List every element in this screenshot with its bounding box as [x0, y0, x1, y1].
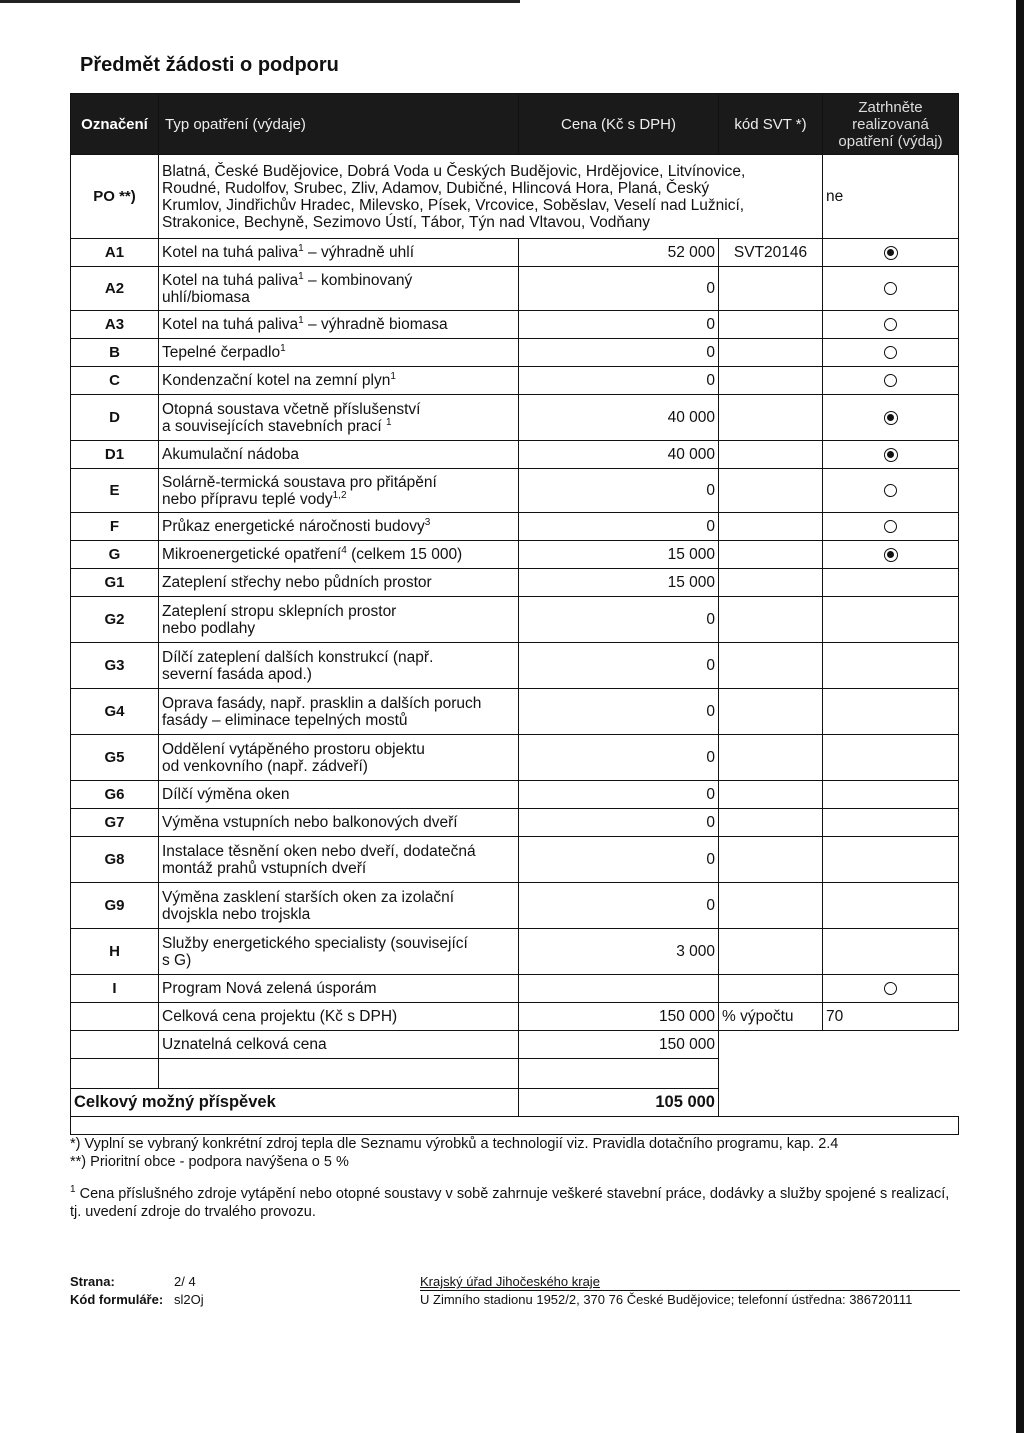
measures-table [70, 93, 959, 1135]
row-mark[interactable] [823, 883, 959, 929]
row-svt [719, 311, 823, 339]
row-text: Kotel na tuhá paliva [162, 316, 299, 333]
radio-empty-icon[interactable] [884, 484, 897, 497]
row-description [159, 643, 519, 689]
row-price: 0 [519, 597, 719, 643]
row-price: 3 000 [519, 929, 719, 975]
total-empty-cell [71, 1003, 159, 1031]
row-description [159, 395, 519, 441]
row-text: od venkovního (např. zádveří) [162, 757, 368, 775]
row-mark[interactable] [823, 809, 959, 837]
po-municipalities [159, 155, 823, 239]
radio-empty-icon[interactable] [884, 282, 897, 295]
row-svt [719, 339, 823, 367]
row-text: 1 [298, 314, 304, 326]
row-description [159, 597, 519, 643]
row-text: 4 [341, 544, 347, 556]
row-mark[interactable] [823, 239, 959, 267]
table-row [71, 267, 959, 311]
table-row [71, 469, 959, 513]
grand-total-value: 105 000 [519, 1089, 719, 1117]
row-mark[interactable] [823, 441, 959, 469]
row-mark[interactable] [823, 541, 959, 569]
row-mark[interactable] [823, 837, 959, 883]
row-description [159, 311, 519, 339]
row-mark[interactable] [823, 513, 959, 541]
row-text: – kombinovaný [303, 271, 413, 289]
footer-form: Kód formuláře: sl2Oj [70, 1292, 204, 1307]
row-svt [719, 975, 823, 1003]
total-label: Celková cena projektu (Kč s DPH) [159, 1003, 519, 1031]
row-code: G9 [71, 883, 159, 929]
row-mark[interactable] [823, 781, 959, 809]
row-description [159, 339, 519, 367]
row-code: G8 [71, 837, 159, 883]
radio-empty-icon[interactable] [884, 520, 897, 533]
row-text: s G) [162, 951, 192, 969]
row-description [159, 541, 519, 569]
row-description [159, 367, 519, 395]
row-svt [719, 513, 823, 541]
row-price: 0 [519, 513, 719, 541]
row-code: G1 [71, 569, 159, 597]
table-row [71, 883, 959, 929]
po-code: PO **) [71, 155, 159, 239]
row-mark[interactable] [823, 367, 959, 395]
row-svt [719, 395, 823, 441]
row-code: A3 [71, 311, 159, 339]
table-row [71, 339, 959, 367]
scan-edge-top [0, 0, 520, 3]
row-svt [719, 643, 823, 689]
row-svt [719, 597, 823, 643]
scan-edge-right [1016, 0, 1024, 1433]
row-description [159, 809, 519, 837]
row-price: 40 000 [519, 395, 719, 441]
row-description [159, 689, 519, 735]
row-description [159, 883, 519, 929]
po-line-1: Blatná, České Budějovice, Dobrá Voda u Českých Budějovic, Hrdějovice, Litvínovice, [162, 162, 746, 180]
row-code: C [71, 367, 159, 395]
row-text: Výměna zasklení starších oken za izolační [162, 888, 455, 906]
spacer-row [71, 1059, 959, 1089]
total-value: 150 000 [519, 1003, 719, 1031]
radio-empty-icon[interactable] [884, 374, 897, 387]
row-code: H [71, 929, 159, 975]
row-text: Kotel na tuhá paliva [162, 271, 299, 289]
table-row [71, 643, 959, 689]
row-description [159, 569, 519, 597]
header-mark-line-3: opatření (výdaj) [838, 132, 943, 150]
row-mark[interactable] [823, 643, 959, 689]
row-code: G4 [71, 689, 159, 735]
row-text: Zateplení střechy nebo půdních prostor [162, 574, 432, 591]
row-mark[interactable] [823, 929, 959, 975]
footnote-price-sup: 1 [70, 1184, 76, 1196]
row-text: – výhradně uhlí [303, 244, 415, 261]
row-text: montáž prahů vstupních dveří [162, 859, 367, 877]
row-mark[interactable] [823, 469, 959, 513]
total-row [71, 1003, 959, 1031]
row-price: 52 000 [519, 239, 719, 267]
row-text: Průkaz energetické náročnosti budovy [162, 518, 425, 535]
row-svt [719, 367, 823, 395]
row-description [159, 441, 519, 469]
row-price: 0 [519, 367, 719, 395]
table-row [71, 781, 959, 809]
row-code: A1 [71, 239, 159, 267]
header-mark-line-2: realizovaná [852, 115, 929, 133]
grand-total-label: Celkový možný příspěvek [71, 1089, 519, 1117]
row-price [519, 975, 719, 1003]
row-description [159, 837, 519, 883]
row-text: Instalace těsnění oken nebo dveří, dodatečná [162, 842, 476, 860]
row-text: Dílčí zateplení dalších konstrukcí (např. [162, 648, 434, 666]
row-description [159, 267, 519, 311]
row-mark[interactable] [823, 395, 959, 441]
row-text: nebo přípravu teplé vody [162, 490, 333, 508]
footnote-svt: *) Vyplní se vybraný konkrétní zdroj tepla dle Seznamu výrobků a technologií viz. Pravidla dotačního programu, kap. 2.4 [70, 1136, 839, 1152]
footer-page: Strana: 2/ 4 [70, 1274, 196, 1289]
row-mark[interactable] [823, 569, 959, 597]
row-text: nebo podlahy [162, 619, 256, 637]
row-text: a souvisejících stavebních prací [162, 417, 387, 435]
footnotes [70, 1135, 950, 1221]
row-text: – výhradně biomasa [303, 316, 448, 333]
row-text: 1,2 [332, 489, 347, 501]
row-mark[interactable] [823, 975, 959, 1003]
row-svt [719, 809, 823, 837]
footnote-priority: **) Prioritní obce - podpora navýšena o 5 % [70, 1154, 349, 1170]
row-text: Kondenzační kotel na zemní plyn [162, 372, 391, 389]
row-description [159, 975, 519, 1003]
eligible-empty-cell [71, 1031, 159, 1059]
row-mark[interactable] [823, 735, 959, 781]
row-svt [719, 929, 823, 975]
po-value: ne [823, 155, 959, 239]
table-row [71, 689, 959, 735]
bottom-spacer-row [71, 1117, 959, 1135]
table-row [71, 367, 959, 395]
radio-empty-icon[interactable] [884, 318, 897, 331]
row-code: G2 [71, 597, 159, 643]
footnote-price [70, 1185, 950, 1221]
row-text: 1 [390, 370, 396, 382]
office-name: Krajský úřad Jihočeského kraje [420, 1274, 600, 1289]
row-text: (celkem 15 000) [346, 546, 463, 563]
row-svt [719, 781, 823, 809]
radio-selected-icon[interactable] [884, 246, 898, 260]
eligible-label: Uznatelná celková cena [159, 1031, 519, 1059]
row-svt [719, 735, 823, 781]
eligible-row [71, 1031, 959, 1059]
row-price: 0 [519, 311, 719, 339]
row-code: D [71, 395, 159, 441]
row-price: 0 [519, 735, 719, 781]
row-text: Program Nová zelená úsporám [162, 980, 377, 997]
grand-total-row [71, 1089, 959, 1117]
header-code: Označení [71, 94, 159, 155]
row-description [159, 929, 519, 975]
row-code: B [71, 339, 159, 367]
row-text: Oprava fasády, např. prasklin a dalších poruch [162, 694, 482, 712]
row-code: G [71, 541, 159, 569]
row-text: Solárně-termická soustava pro přitápění [162, 473, 437, 491]
table-row [71, 513, 959, 541]
row-code: F [71, 513, 159, 541]
row-description [159, 513, 519, 541]
table-row [71, 541, 959, 569]
row-mark[interactable] [823, 339, 959, 367]
row-text: 1 [298, 242, 304, 254]
row-description [159, 469, 519, 513]
table-row [71, 929, 959, 975]
header-mark [823, 94, 959, 155]
row-svt: SVT20146 [719, 239, 823, 267]
row-price: 0 [519, 809, 719, 837]
row-code: G5 [71, 735, 159, 781]
radio-empty-icon[interactable] [884, 346, 897, 359]
row-code: A2 [71, 267, 159, 311]
table-row [71, 395, 959, 441]
row-price: 15 000 [519, 541, 719, 569]
header-mark-line-1: Zatrhněte [858, 98, 923, 116]
row-code: G6 [71, 781, 159, 809]
table-row [71, 809, 959, 837]
percent-value: 70 [823, 1003, 959, 1031]
row-description [159, 781, 519, 809]
row-price: 15 000 [519, 569, 719, 597]
row-price: 0 [519, 339, 719, 367]
row-text: Zateplení stropu sklepních prostor [162, 602, 397, 620]
row-description [159, 735, 519, 781]
measures-rows [71, 239, 959, 1003]
row-svt [719, 569, 823, 597]
table-row [71, 239, 959, 267]
row-code: G3 [71, 643, 159, 689]
row-text: Služby energetického specialisty (související [162, 934, 468, 952]
row-svt [719, 837, 823, 883]
row-text: Akumulační nádoba [162, 446, 300, 463]
form-code: sl2Oj [174, 1292, 204, 1307]
table-row [71, 311, 959, 339]
row-price: 0 [519, 643, 719, 689]
row-text: dvojskla nebo trojskla [162, 905, 311, 923]
row-text: Dílčí výměna oken [162, 786, 290, 803]
priority-municipalities-row [71, 155, 959, 239]
page-number: 2/ 4 [174, 1274, 196, 1289]
row-svt [719, 541, 823, 569]
row-code: E [71, 469, 159, 513]
table-row [71, 735, 959, 781]
header-price: Cena (Kč s DPH) [519, 94, 719, 155]
row-text: Výměna vstupních nebo balkonových dveří [162, 814, 458, 831]
table-header-row [71, 94, 959, 155]
eligible-value: 150 000 [519, 1031, 719, 1059]
row-price: 0 [519, 883, 719, 929]
row-text: Oddělení vytápěného prostoru objektu [162, 740, 425, 758]
row-text: uhlí/biomasa [162, 288, 250, 306]
row-svt [719, 469, 823, 513]
radio-selected-icon[interactable] [884, 548, 898, 562]
row-text: Mikroenergetické opatření [162, 546, 342, 563]
office-address: U Zimního stadionu 1952/2, 370 76 České Budějovice; telefonní ústředna: 386720111 [420, 1290, 960, 1308]
row-price: 40 000 [519, 441, 719, 469]
row-svt [719, 441, 823, 469]
row-mark[interactable] [823, 311, 959, 339]
row-mark[interactable] [823, 267, 959, 311]
row-text: Tepelné čerpadlo [162, 344, 281, 361]
row-text: 3 [424, 516, 431, 528]
row-mark[interactable] [823, 689, 959, 735]
table-row [71, 441, 959, 469]
row-code: D1 [71, 441, 159, 469]
header-svt: kód SVT *) [719, 94, 823, 155]
row-mark[interactable] [823, 597, 959, 643]
row-price: 0 [519, 689, 719, 735]
row-price: 0 [519, 267, 719, 311]
row-svt [719, 883, 823, 929]
po-line-2: Roudné, Rudolfov, Srubec, Zliv, Adamov, Dubičné, Hlincová Hora, Planá, Český [162, 179, 710, 197]
row-code: I [71, 975, 159, 1003]
row-price: 0 [519, 781, 719, 809]
row-svt [719, 689, 823, 735]
row-text: 1 [298, 270, 304, 282]
row-code: G7 [71, 809, 159, 837]
row-price: 0 [519, 469, 719, 513]
table-row [71, 569, 959, 597]
row-text: fasády – eliminace tepelných mostů [162, 711, 408, 729]
row-text: 1 [280, 342, 286, 354]
row-svt [719, 267, 823, 311]
row-text: 1 [386, 416, 392, 428]
page-title: Předmět žádosti o podporu [80, 54, 339, 76]
row-text: Otopná soustava včetně příslušenství [162, 400, 421, 418]
percent-label: % výpočtu [719, 1003, 823, 1031]
footer-left [70, 1273, 204, 1309]
po-line-3: Krumlov, Jindřichův Hradec, Milevsko, Písek, Vrcovice, Soběslav, Veselí nad Lužnicí, [162, 196, 745, 214]
radio-selected-icon[interactable] [884, 448, 898, 462]
footer-right [420, 1273, 960, 1308]
radio-selected-icon[interactable] [884, 411, 898, 425]
radio-empty-icon[interactable] [884, 982, 897, 995]
table-row [71, 975, 959, 1003]
header-type: Typ opatření (výdaje) [159, 94, 519, 155]
footnote-price-text: Cena příslušného zdroje vytápění nebo otopné soustavy v sobě zahrnuje veškeré stavební práce, dodávky a služby spojené s realizací, tj. uvedení zdroje do trvalého provozu. [70, 1186, 950, 1220]
row-price: 0 [519, 837, 719, 883]
po-line-4: Strakonice, Bechyně, Sezimovo Ústí, Tábor, Týn nad Vltavou, Vodňany [162, 213, 650, 231]
row-text: Kotel na tuhá paliva [162, 244, 299, 261]
table-row [71, 597, 959, 643]
table-row [71, 837, 959, 883]
row-description [159, 239, 519, 267]
row-text: severní fasáda apod.) [162, 665, 312, 683]
